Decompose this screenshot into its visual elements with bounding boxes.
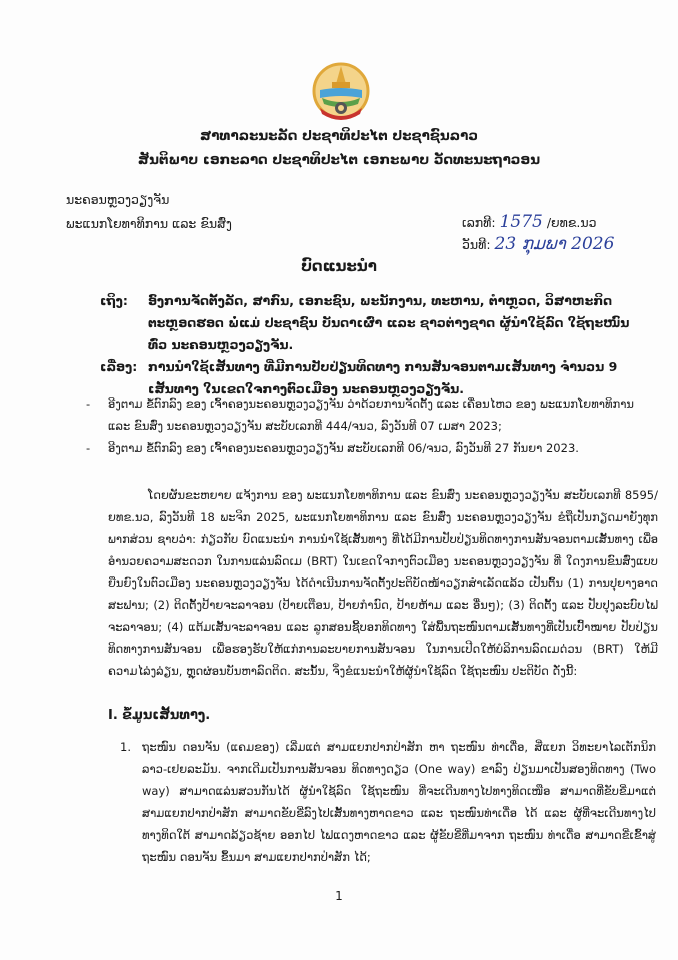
page-number: 1 <box>335 889 343 903</box>
reference-date <box>462 234 614 254</box>
reference-number-suffix: /ຍທຂ.ນວ <box>546 215 597 230</box>
subject-to-text: ອົງການຈັດຕັ້ງລັດ, ສາກົນ, ເອກະຊົນ, ພະນັກງານ, ທະຫານ, ຕຳຫຼວດ, ວິສາຫະກິດ ຕະຫຼອດຮອດ ພໍ່ແມ່ ປະຊາຊົນ ບັນດາເຜົ່າ ແລະ ຊາວຕ່າງຊາດ ຜູ້ນຳໃຊ້ລົດ ໃຊ້ຖະໜົນ ທົ່ວ ນະຄອນຫຼວງວຽງຈັນ. <box>148 293 630 352</box>
subject-topic-label: ເລື່ອງ: <box>100 359 138 374</box>
national-header-motto: ສັນຕິພາບ ເອກະລາດ ປະຊາທິປະໄຕ ເອກະພາບ ວັດທະນະຖາວອນ <box>137 152 541 168</box>
reference-item <box>86 393 656 437</box>
subject-to-label: ເຖິງ: <box>100 293 128 308</box>
issuer-city: ນະຄອນຫຼວງວຽງຈັນ <box>66 192 170 207</box>
section-heading: I. ຂໍ້ມູນເສັ້ນທາງ. <box>108 708 211 723</box>
reference-date-label: ວັນທີ: <box>462 237 491 252</box>
lao-national-emblem-icon <box>312 60 370 122</box>
national-header-line1: ສາທາລະນະລັດ ປະຊາທິປະໄຕ ປະຊາຊົນລາວ <box>200 128 478 144</box>
document-title: ບົດແນະນຳ <box>301 257 377 275</box>
route-item-text: ຖະໜົນ ດອນຈັນ (ແຄມຂອງ) ເລີ່ມແຕ່ ສາມແຍກປາກປ່າສັກ ຫາ ຖະໜົນ ທ່າເດື່ອ, ສີ່ແຍກ ວິທະຍາໄລເຕັກນິກ ລາວ-ເຢຍລະມັນ. ຈາກເດີມເປັນການສັນຈອນ ທິດທາງດຽວ (One way) ຂາລົງ ປ່ຽນມາເປັນສອງທິດທາງ (Two way) ສາມາດແລ່ນສວນກັນໄດ້ ຜູ້ນຳໃຊ້ລົດ ໃຊ້ຖະໜົນ ທີ່ຈະເດີນທາງໄປທາງທິດເໜືອ ສາມາດທີ່ຂັບຂີ່ມາແຕ່ ສາມແຍກປາກປ່າສັກ ສາມາດຂັບຂີ່ລົງໄປເສັ້ນທາງຫາດຂາວ ແລະ ຖະໜົນທ່າເດື່ອ ໄດ້ ແລະ ຜູ້ທີ່ຈະເດີນທາງໄປທາງທິດໃຕ້ ສາມາດລ້ຽວຊ້າຍ ອອກໄປ ໄຟແດງຫາດຂາວ ແລະ ຜູ້ຂັບຂີ່ທີ່ມາຈາກ ຖະໜົນ ທ່າເດື່ອ ສາມາດຂີ່ເຂົ້າສູ່ ຖະໜົນ ດອນຈັນ ຂຶ້ນມາ ສາມແຍກປາກປ່າສັກ ໄດ້; <box>142 740 656 864</box>
body-paragraph: ໂດຍຜັນຂະຫຍາຍ ແຈ້ງການ ຂອງ ພະແນກໂຍທາທິການ ແລະ ຂົນສົ່ງ ນະຄອນຫຼວງວຽງຈັນ ສະບັບເລກທີ 8595/ຍທຂ.ນວ, ລົງວັນທີ 18 ພະຈິກ 2025, ພະແນກໂຍທາທິການ ແລະ ຂົນສົ່ງ ນະຄອນຫຼວງວຽງຈັນ ຂໍຖືເປັນກຽດມາຍັງທຸກພາກສ່ວນ ຊາບວ່າ: ກ່ຽວກັບ ບົດແນະນຳ ການນຳໃຊ້ເສັ້ນທາງ ທີ່ໄດ້ມີການປັບປ່ຽນທິດທາງການສັນຈອນຕາມເສັ້ນທາງ ເພື່ອອຳນວຍຄວາມສະດວກ ໃນການແລ່ນລົດເມ (BRT) ໃນເຂດໃຈກາງຕົວເມືອງ ນະຄອນຫຼວງວຽງຈັນ ທີ່ ໃດງການຂົນສົ່ງແບບຍືນຍົງໃນຕົວເມືອງ ນະຄອນຫຼວງວຽງຈັນ ໄດ້ດຳເນີນການຈັດຕັ້ງປະຕິບັດໜ້າວຽກສຳເລັດແລ້ວ ເປັນຕົ້ນ (1) ການປຸຍາງອາດສະຟານ; (2) ຕິດຕັ້ງປ້າຍຈະລາຈອນ (ປ້າຍເຕືອນ, ປ້າຍກຳນົດ, ປ້າຍຫ້າມ ແລະ ອື່ນໆ); (3) ຕິດຕັ້ງ ແລະ ປັບປຸງລະບົບໄຟຈະລາຈອນ; (4) ແຕ້ມເສັ້ນຈະລາຈອນ ແລະ ລູກສອນຊີ້ບອກທິດທາງ ໃສ່ພື້ນຖະໜົນຕາມເສັ້ນທາງທີ່ເປັນເປົ້າໝາຍ ປັບປ່ຽນທິດທາງການສັນຈອນ ເພື່ອຮອງຮັບໃຫ້ແກ່ການລະບາຍການສັນຈອນ ໃນການເປີດໃຫ້ບໍລິການລົດເມດ່ວນ (BRT) ໃຫ້ມີຄວາມໄລ່ງລ່ຽນ, ຫຼຸດຜ່ອນບັນຫາລົດຕິດ. ສະນັ້ນ, ຈິ່ງຂໍແນະນຳໃຫ້ຜູ້ນຳໃຊ້ລົດ ໃຊ້ຖະໜົນ ປະຕິບັດ ດັ່ງນີ້: <box>108 488 658 678</box>
reference-item-text: ອີງຕາມ ຂໍ້ຕົກລົງ ຂອງ ເຈົ້າຄອງນະຄອນຫຼວງວຽງຈັນ ວ່າດ້ວຍການຈັດຕັ້ງ ແລະ ເຄື່ອນໄຫວ ຂອງ ພະແນກໂຍທາທິການ ແລະ ຂົນສົ່ງ ນະຄອນຫຼວງວຽງຈັນ ສະບັບເລກທີ 444/ຈນວ, ລົງວັນທີ 07 ເມສາ 2023; <box>108 397 634 433</box>
issuer-department: ພະແນກໂຍທາທິການ ແລະ ຂົນສົ່ງ <box>66 216 232 231</box>
reference-date-handwritten: 23 ກຸມພາ 2026 <box>494 234 615 254</box>
route-item <box>120 736 656 868</box>
route-item-number: 1. <box>120 740 131 754</box>
bullet-dash: - <box>86 441 91 455</box>
subject-to <box>100 290 640 356</box>
reference-number-handwritten: 1575 <box>499 212 543 232</box>
bullet-dash: - <box>86 397 91 411</box>
reference-number-label: ເລກທີ: <box>462 215 496 230</box>
subject-topic-text: ການນຳໃຊ້ເສັ້ນທາງ ທີ່ມີການປັບປ່ຽນທິດທາງ ການສັນຈອນຕາມເສັ້ນທາງ ຈຳນວນ 9 ເສັ້ນທາງ ໃນເຂດໃຈກາງຕົວເມືອງ ນະຄອນຫຼວງວຽງຈັນ. <box>148 359 618 396</box>
reference-item-text: ອີງຕາມ ຂໍ້ຕົກລົງ ຂອງ ເຈົ້າຄອງນະຄອນຫຼວງວຽງຈັນ ສະບັບເລກທີ 06/ຈນວ, ລົງວັນທີ 27 ກັນຍາ 2023. <box>108 441 579 455</box>
reference-item <box>86 437 656 459</box>
reference-number <box>462 212 596 232</box>
